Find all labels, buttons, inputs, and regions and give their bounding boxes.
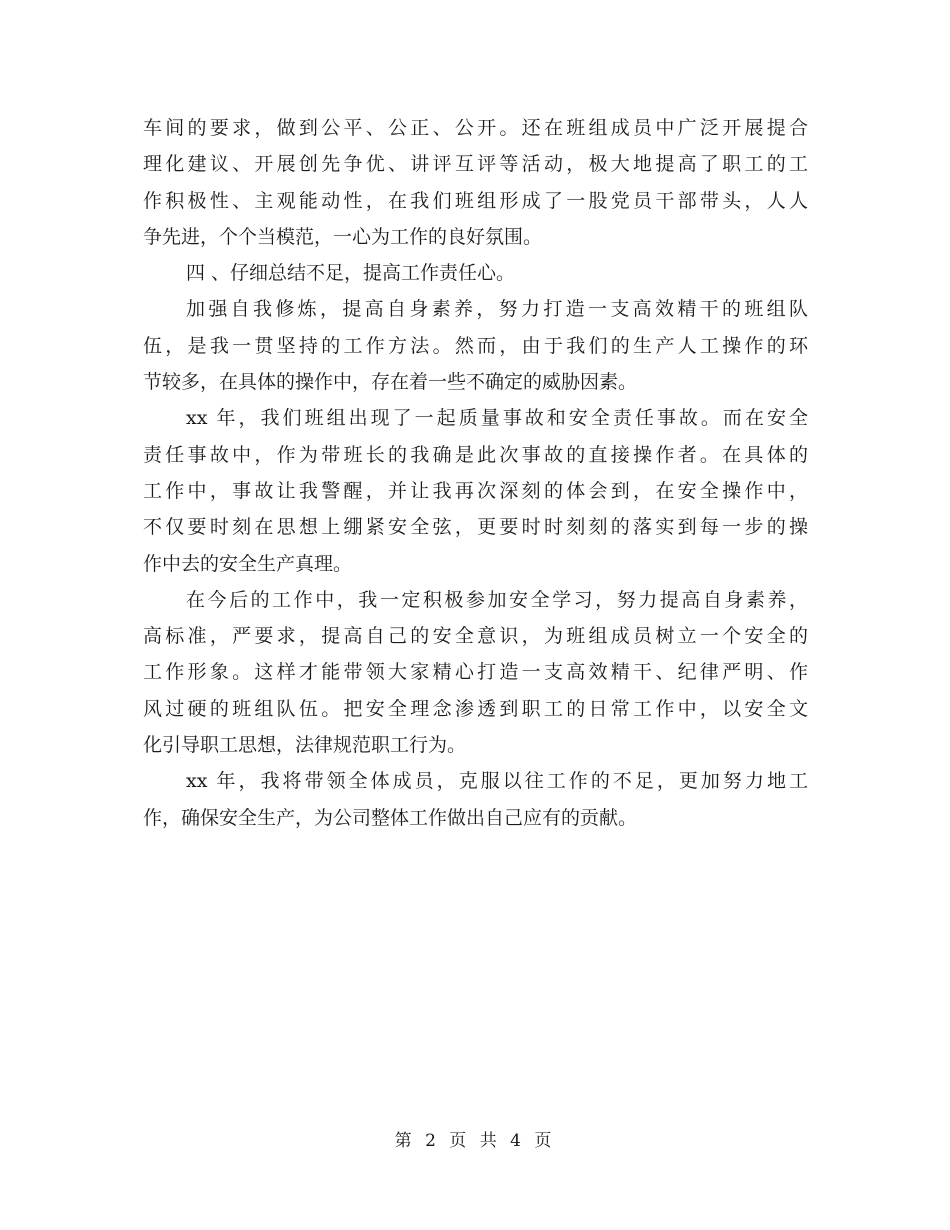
text-line: 不仅要时刻在思想上绷紧安全弦，更要时时刻刻的落实到每一步的操 — [143, 516, 808, 539]
text-line: 节较多，在具体的操作中，存在着一些不确定的威胁因素。 — [143, 371, 638, 394]
text-line: 高标准，严要求，提高自己的安全意识，为班组成员树立一个安全的 — [143, 625, 808, 648]
text-line: 责任事故中，作为带班长的我确是此次事故的直接操作者。在具体的 — [143, 443, 808, 466]
text-line: 作，确保安全生产，为公司整体工作做出自己应有的贡献。 — [143, 806, 638, 829]
text-line: 作中去的安全生产真理。 — [143, 552, 353, 575]
text-line: xx 年，我将带领全体成员，克服以往工作的不足，更加努力地工 — [186, 770, 808, 793]
text-line: 加强自我修炼，提高自身素养，努力打造一支高效精干的班组队 — [186, 298, 808, 321]
text-line: 作积极性、主观能动性，在我们班组形成了一股党员干部带头，人人 — [143, 189, 808, 212]
text-line: 工作中，事故让我警醒，并让我再次深刻的体会到，在安全操作中， — [143, 479, 808, 502]
text-line: 化引导职工思想，法律规范职工行为。 — [143, 734, 467, 757]
text-line: 伍，是我一贯坚持的工作方法。然而，由于我们的生产人工操作的环 — [143, 334, 808, 357]
text-line: 理化建议、开展创先争优、讲评互评等活动，极大地提高了职工的工 — [143, 153, 808, 176]
page-number-footer: 第 2 页 共 4 页 — [394, 1131, 556, 1151]
text-line: 车间的要求，做到公平、公正、公开。还在班组成员中广泛开展提合 — [143, 117, 808, 139]
text-line: 在今后的工作中，我一定积极参加安全学习，努力提高自身素养， — [186, 588, 808, 611]
text-line: xx 年，我们班组出现了一起质量事故和安全责任事故。而在安全 — [186, 407, 808, 430]
text-line: 工作形象。这样才能带领大家精心打造一支高效精干、纪律严明、作 — [143, 661, 808, 684]
text-line: 争先进，个个当模范，一心为工作的良好氛围。 — [143, 225, 543, 248]
document-body — [143, 110, 808, 836]
text-line: 风过硬的班组队伍。把安全理念渗透到职工的日常工作中，以安全文 — [143, 697, 808, 720]
section-heading: 四 、仔细总结不足，提高工作责任心。 — [186, 262, 516, 285]
